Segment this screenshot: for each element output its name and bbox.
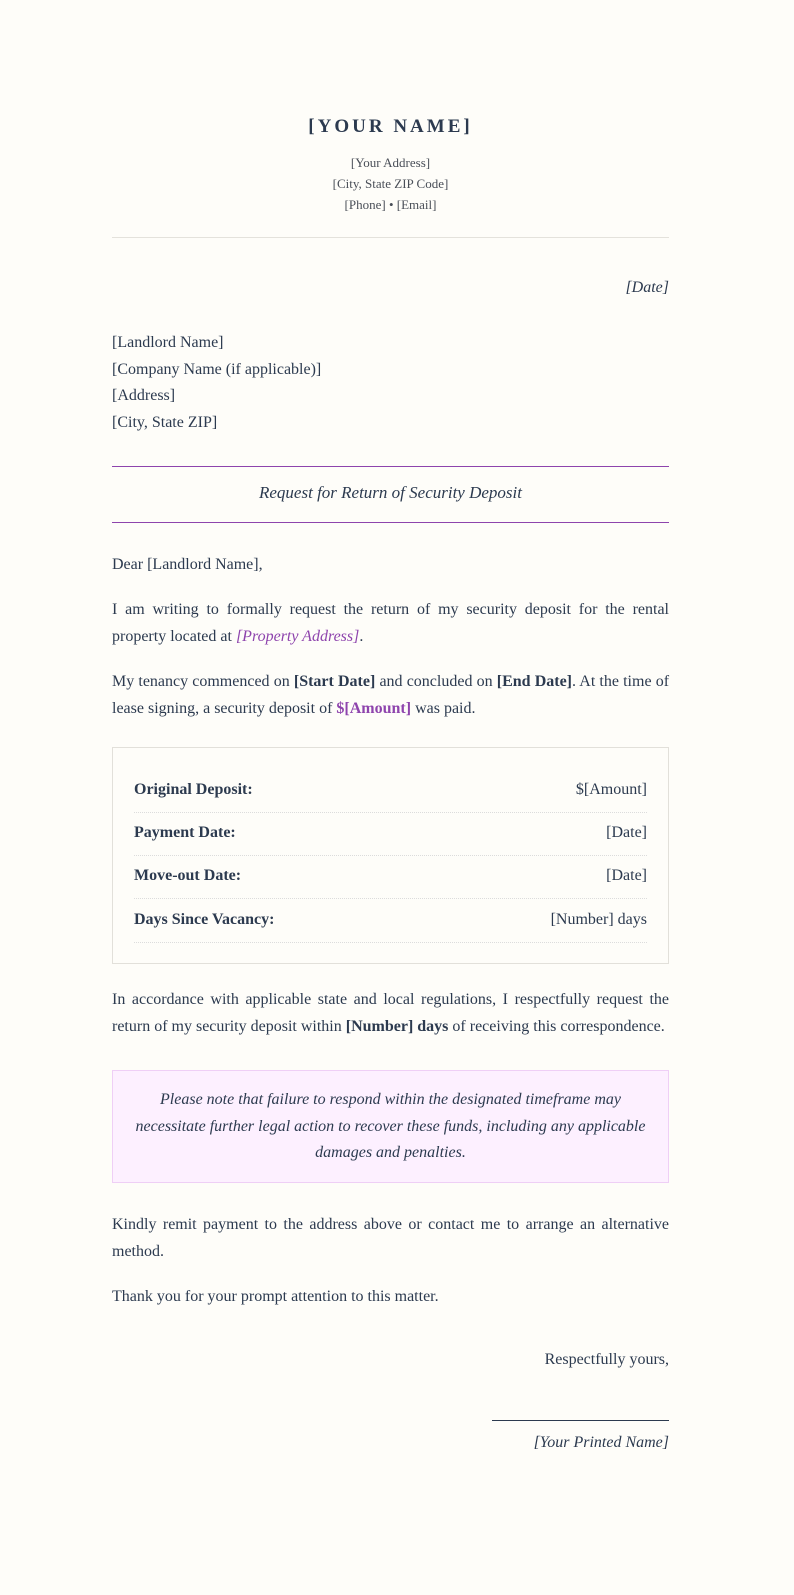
paragraph-intro [112,597,669,650]
printed-name: [Your Printed Name] [533,1434,669,1451]
detail-value: [Number] days [550,911,647,928]
header-divider [112,237,669,238]
legal-notice-box [112,1070,669,1183]
sender-address: [Your Address] [350,155,431,170]
paragraph-tenancy [112,669,669,722]
property-address: [Property Address] [235,627,360,645]
sender-phone-email [112,194,669,215]
letterhead [112,113,669,215]
detail-label: Days Since Vacancy: [134,911,275,928]
deadline-days: [Number] days [345,1017,449,1035]
paragraph-remit: Kindly remit payment to the address above or contact me to arrange an alternative method. [112,1216,669,1260]
detail-row-move-out-date [134,854,647,899]
subject-bottom-rule [112,522,669,523]
signature-line [492,1420,669,1421]
sender-phone: [Phone] [344,197,386,212]
detail-value: $[Amount] [575,781,647,798]
detail-value: [Date] [606,867,647,884]
sender-contact [112,152,669,215]
tenancy-text-3: . At the time of lease signing, a security deposit of [112,673,670,717]
sender-name: [YOUR NAME] [308,116,473,137]
detail-value: [Date] [606,824,647,841]
end-date: [End Date] [496,673,573,690]
paragraph-thanks: Thank you for your prompt attention to this matter. [112,1288,439,1305]
legal-notice-text: Please note that failure to respond within the designated timeframe may necessitate further legal action to recover these funds, including any applicable damages and penalties. [135,1091,646,1162]
detail-label: Move-out Date: [134,867,242,884]
intro-text: I am writing to formally request the return of my security deposit for the rental property located at [112,601,669,645]
intro-period: . [359,627,364,645]
request-text-1: In accordance with applicable state and local regulations, I respectfully request the return of my security deposit within [112,991,669,1035]
tenancy-text-1: My tenancy commenced on [112,673,294,690]
letter-date: [Date] [625,279,669,296]
detail-row-days-since-vacancy [134,898,647,943]
start-date: [Start Date] [293,673,376,690]
bullet-separator: • [388,197,394,212]
recipient-block [112,330,321,436]
subject-top-rule [112,466,669,467]
sender-email: [Email] [396,197,437,212]
deposit-details-box [112,747,669,964]
tenancy-text-2: and concluded on [375,673,497,690]
recipient-name: [Landlord Name] [112,334,224,351]
recipient-company: [Company Name (if applicable)] [112,360,322,378]
detail-row-original-deposit [134,768,647,813]
salutation: Dear [Landlord Name], [112,556,263,573]
recipient-city-state-zip: [City, State ZIP] [112,413,218,431]
paragraph-request [112,987,669,1040]
closing: Respectfully yours, [544,1351,669,1368]
subject-line: Request for Return of Security Deposit [259,483,522,502]
request-text-2: of receiving this correspondence. [448,1017,665,1035]
detail-label: Original Deposit: [134,781,253,798]
detail-label: Payment Date: [134,824,236,841]
recipient-address: [Address] [112,387,176,405]
tenancy-text-4: was paid. [411,699,476,717]
deposit-amount: $[Amount] [336,699,412,717]
detail-row-payment-date [134,811,647,856]
sender-city-state-zip: [City, State ZIP Code] [332,176,449,191]
